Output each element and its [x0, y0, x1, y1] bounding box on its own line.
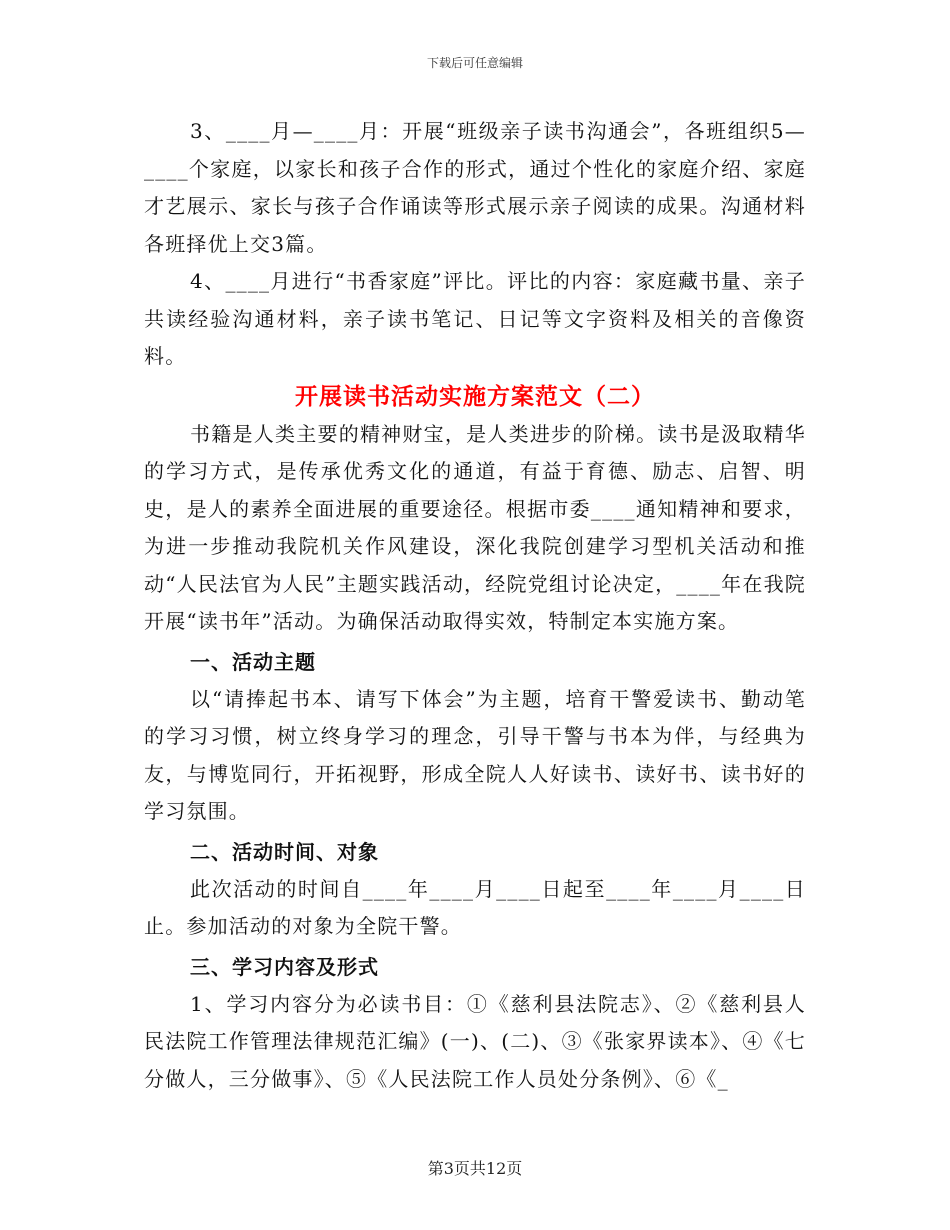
section-content-form-paragraph: 1、学习内容分为必读书目：①《慈利县法院志》、②《慈利县人民法院工作管理法律规范汇编》(一)、(二)、③《张家界读本》、④《七分做人，三分做事》、⑤《人民法院工作人员处分条例》、⑥《_ — [144, 991, 807, 1091]
section-heading-theme: 一、活动主题 — [190, 649, 316, 674]
page-number-footer: 第3页共12页 — [427, 1159, 523, 1178]
document-title: 开展读书活动实施方案范文（二） — [295, 382, 655, 410]
section-heading-time-target: 二、活动时间、对象 — [190, 839, 379, 864]
section-theme-paragraph: 以“请捧起书本、请写下体会”为主题，培育干警爱读书、勤动笔的学习习惯，树立终身学习的理念，引导干警与书本为伴，与经典为友，与博览同行，开拓视野，形成全院人人好读书、读好书、读书好的学习氛围。 — [144, 686, 806, 823]
document-body — [144, 113, 806, 1098]
intro-paragraph: 书籍是人类主要的精神财宝，是人类进步的阶梯。读书是汲取精华的学习方式，是传承优秀文化的通道，有益于育德、励志、启智、明史，是人的素养全面进展的重要途径。根据市委____通知精神和要求，为进一步推动我院机关作风建设，深化我院创建学习型机关活动和推动“人民法官为人民”主题实践活动，经院党组讨论决定，____年在我院开展“读书年”活动。为确保活动取得实效，特制定本实施方案。 — [144, 421, 806, 633]
section-time-target-paragraph: 此次活动的时间自____年____月____日起至____年____月____日止。参加活动的对象为全院干警。 — [144, 876, 806, 938]
paragraph-item-4: 4、____月进行“书香家庭”评比。评比的内容：家庭藏书量、亲子共读经验沟通材料，亲子读书笔记、日记等文字资料及相关的音像资料。 — [144, 269, 806, 368]
page-header-note: 下载后可任意编辑 — [426, 56, 523, 70]
paragraph-item-3: 3、____月—____月：开展“班级亲子读书沟通会”，各班组织5—____个家庭，以家长和孩子合作的形式，通过个性化的家庭介绍、家庭才艺展示、家长与孩子合作诵读等形式展示亲子阅读的成果。沟通材料各班择优上交3篇。 — [144, 119, 806, 256]
section-heading-content-form: 三、学习内容及形式 — [190, 954, 379, 979]
